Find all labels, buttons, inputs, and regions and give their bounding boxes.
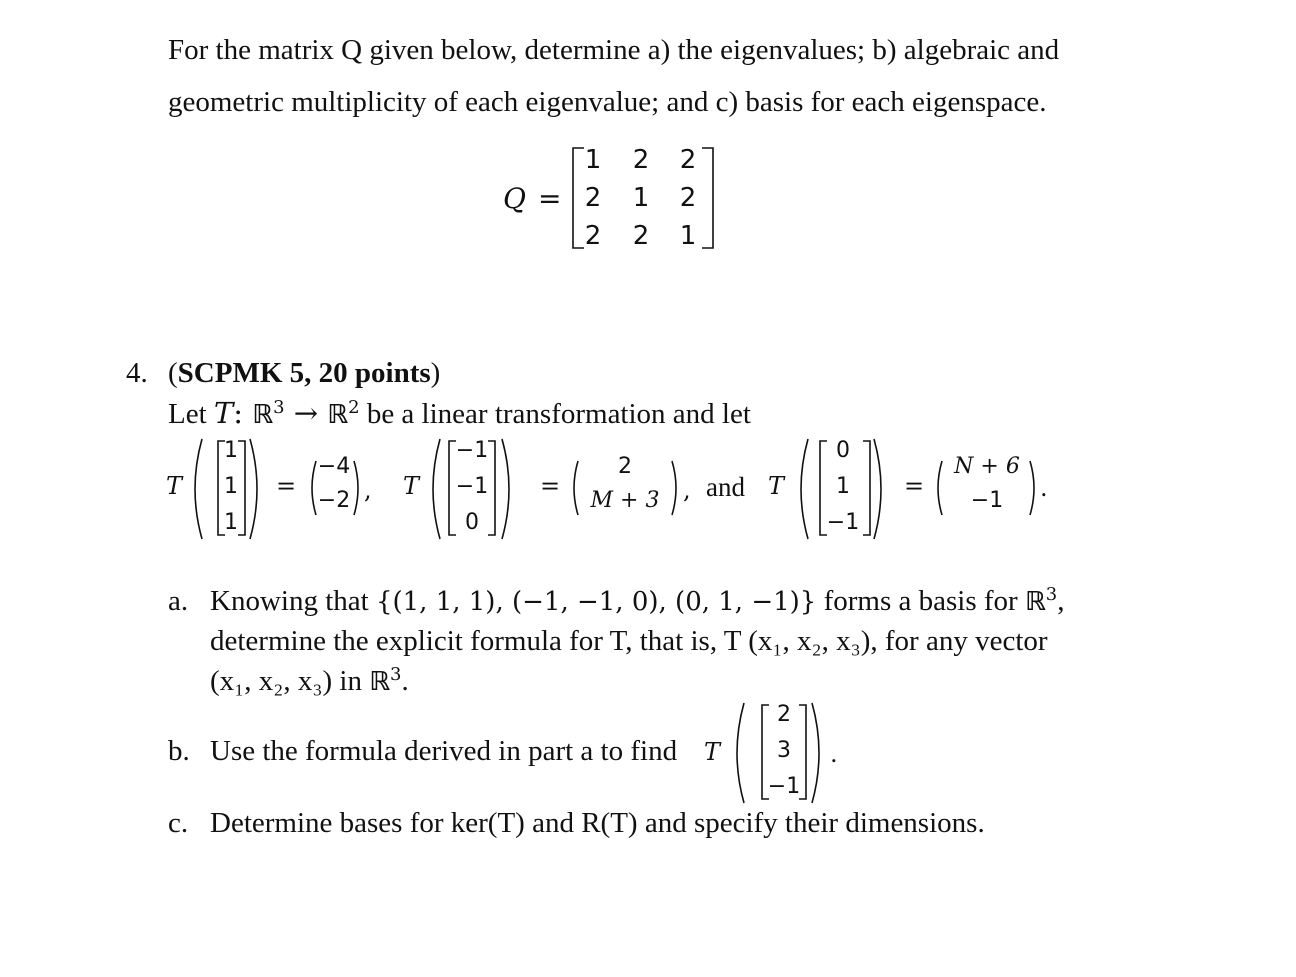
problem4-number: 4. xyxy=(126,357,148,389)
vector-cell: 1 xyxy=(836,474,850,499)
vector-cell: −1 xyxy=(455,438,489,463)
problem3-line1: For the matrix Q given below, determine a) the eigenvalues; b) algebraic and xyxy=(168,34,1060,66)
part-b-label: b. xyxy=(168,735,190,767)
paren-right xyxy=(1028,460,1040,516)
vector-cell: −1 xyxy=(826,510,860,535)
part-a-line2: determine the explicit formula for T, that is, T (x₁, x₂, x₃), for any vector xyxy=(210,625,1048,657)
period: . xyxy=(830,740,838,768)
vector-cell: −1 xyxy=(970,488,1004,513)
part-a-line3: (x₁, x₂, x₃) in ℝ$^3$. xyxy=(210,664,409,697)
t-symbol: T xyxy=(768,472,785,500)
vector-bracket-right xyxy=(862,440,872,536)
vector-cell: 1 xyxy=(224,474,238,499)
part-b-text: Use the formula derived in part a to find xyxy=(210,735,678,767)
period: . xyxy=(1040,474,1048,502)
vector-bracket-right xyxy=(237,440,247,536)
equals-sign: = xyxy=(276,472,297,500)
vector-cell: 0 xyxy=(465,510,479,535)
matrix-cell: 2 xyxy=(632,145,650,175)
equals-sign: = xyxy=(540,472,561,500)
paren-left xyxy=(728,702,746,804)
vector-cell: −2 xyxy=(317,488,351,513)
equals-sign: = xyxy=(538,182,562,215)
problem4-header: (SCPMK 5, 20 points) xyxy=(168,357,441,389)
paren-right xyxy=(248,438,266,540)
vector-cell: 3 xyxy=(777,738,791,763)
vector-cell: 2 xyxy=(618,454,632,479)
vector-cell: M + 3 xyxy=(590,488,660,513)
part-a-line1: Knowing that {(1, 1, 1), (−1, −1, 0), (0, 1, −1)} forms a basis for ℝ$^3$, xyxy=(210,584,1065,617)
vector-cell: −1 xyxy=(767,774,801,799)
vector-cell: N + 6 xyxy=(954,454,1020,479)
matrix-cell: 2 xyxy=(584,183,602,213)
vector-cell: −4 xyxy=(317,454,351,479)
paren-right xyxy=(810,702,828,804)
vector-bracket-right xyxy=(487,440,497,536)
problem4-intro: Let T: ℝ$^3$ → ℝ$^2$ be a linear transformation and let xyxy=(168,396,751,430)
part-a-label: a. xyxy=(168,585,189,617)
vector-cell: 2 xyxy=(777,702,791,727)
part-c-text: Determine bases for ker(T) and R(T) and specify their dimensions. xyxy=(210,807,985,839)
paren-right xyxy=(872,438,890,540)
t-symbol: T xyxy=(403,472,420,500)
equals-sign: = xyxy=(904,472,925,500)
paren-right xyxy=(352,460,364,516)
t-symbol: T xyxy=(166,472,183,500)
problem3-line2: geometric multiplicity of each eigenvalue; and c) basis for each eigenspace. xyxy=(168,86,1047,118)
vector-cell: 0 xyxy=(836,438,850,463)
matrix-cell: 1 xyxy=(679,221,697,251)
vector-bracket-right xyxy=(798,704,808,800)
matrix-label: Q xyxy=(503,182,526,215)
vector-cell: 1 xyxy=(224,438,238,463)
and-word: and xyxy=(706,472,745,502)
paren-left xyxy=(792,438,810,540)
vector-cell: 1 xyxy=(224,510,238,535)
matrix-cell: 2 xyxy=(679,145,697,175)
paren-left xyxy=(186,438,204,540)
vector-cell: −1 xyxy=(455,474,489,499)
matrix-cell: 2 xyxy=(584,221,602,251)
paren-right xyxy=(500,438,518,540)
paren-left xyxy=(424,438,442,540)
comma: , xyxy=(364,476,372,504)
matrix-cell: 1 xyxy=(584,145,602,175)
matrix-cell: 1 xyxy=(632,183,650,213)
matrix-cell: 2 xyxy=(679,183,697,213)
paren-left xyxy=(568,460,580,516)
part-c-label: c. xyxy=(168,807,189,839)
comma: , xyxy=(683,476,691,504)
paren-right xyxy=(670,460,682,516)
matrix-cell: 2 xyxy=(632,221,650,251)
t-symbol: T xyxy=(704,738,721,766)
